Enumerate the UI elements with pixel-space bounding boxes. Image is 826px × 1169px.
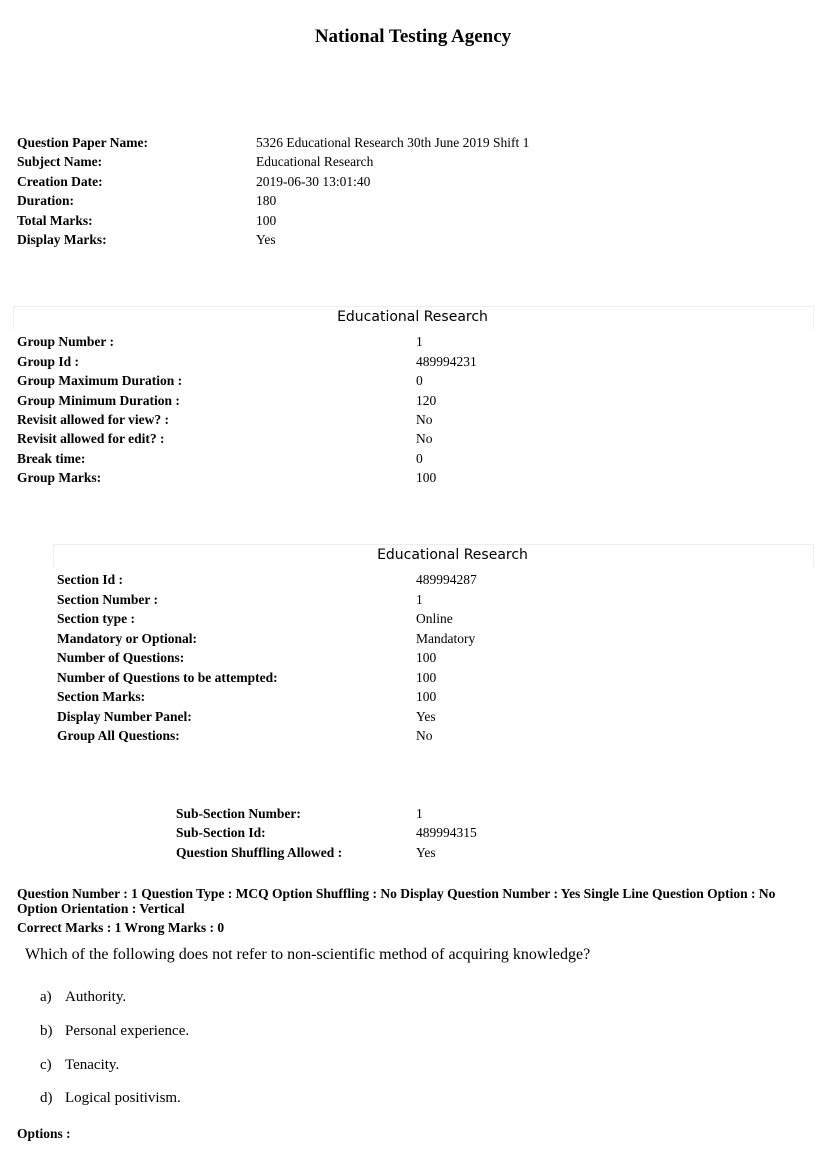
section-value: 100 <box>416 670 437 685</box>
info-label: Display Marks: <box>17 232 107 247</box>
info-label: Total Marks: <box>17 213 93 228</box>
section-label: Number of Questions to be attempted: <box>57 670 278 685</box>
subsection-label: Sub-Section Number: <box>176 806 301 821</box>
group-label: Group Marks: <box>17 470 102 485</box>
option-text: Tenacity. <box>65 1057 120 1073</box>
option-letter: b) <box>40 1023 53 1039</box>
group-value: 120 <box>416 393 437 408</box>
group-value: 1 <box>416 334 423 349</box>
section-value: 1 <box>416 592 423 607</box>
subsection-value: 489994315 <box>416 825 477 840</box>
page-title: National Testing Agency <box>314 26 512 47</box>
section-value: Online <box>416 611 453 626</box>
subsection-label: Question Shuffling Allowed : <box>176 845 343 860</box>
group-label: Group Number : <box>17 334 115 349</box>
subsection-value: 1 <box>416 806 423 821</box>
section-value: No <box>416 728 433 743</box>
option-text: Personal experience. <box>65 1023 190 1039</box>
section-heading: Educational Research <box>377 547 528 563</box>
section-value: 100 <box>416 650 437 665</box>
group-label: Group Minimum Duration : <box>17 393 180 408</box>
subsection-label: Sub-Section Id: <box>176 825 266 840</box>
info-value: Yes <box>256 232 276 247</box>
info-value: 100 <box>256 213 277 228</box>
option-text: Logical positivism. <box>65 1090 181 1106</box>
option-text: Authority. <box>65 989 127 1005</box>
section-label: Number of Questions: <box>57 650 185 665</box>
section-value: 100 <box>416 689 437 704</box>
section-label: Section Number : <box>57 592 158 607</box>
option-b <box>40 1023 189 1040</box>
subsection-value: Yes <box>416 845 436 860</box>
info-value: 5326 Educational Research 30th June 2019 Shift 1 <box>256 135 530 150</box>
info-label: Creation Date: <box>17 174 103 189</box>
group-heading: Educational Research <box>337 309 488 325</box>
section-label: Display Number Panel: <box>57 709 192 724</box>
group-value: 100 <box>416 470 437 485</box>
info-label: Question Paper Name: <box>17 135 148 150</box>
options-label: Options : <box>17 1126 71 1141</box>
option-d <box>40 1090 181 1107</box>
group-label: Revisit allowed for edit? : <box>17 431 165 446</box>
question-text: Which of the following does not refer to non-scientific method of acquiring knowledge? <box>25 946 591 963</box>
section-label: Mandatory or Optional: <box>57 631 198 646</box>
info-value: 2019-06-30 13:01:40 <box>256 174 371 189</box>
info-value: Educational Research <box>256 154 374 169</box>
question-marks: Correct Marks : 1 Wrong Marks : 0 <box>17 920 225 935</box>
info-value: 180 <box>256 193 277 208</box>
section-label: Group All Questions: <box>57 728 180 743</box>
info-label: Subject Name: <box>17 154 103 169</box>
group-label: Revisit allowed for view? : <box>17 412 169 427</box>
group-value: 0 <box>416 373 423 388</box>
section-value: Mandatory <box>416 631 476 646</box>
option-c <box>40 1057 119 1074</box>
group-value: No <box>416 431 433 446</box>
info-label: Duration: <box>17 193 74 208</box>
section-label: Section type : <box>57 611 135 626</box>
section-value: 489994287 <box>416 572 477 587</box>
section-value: Yes <box>416 709 436 724</box>
option-letter: c) <box>40 1057 52 1073</box>
option-letter: d) <box>40 1090 53 1106</box>
group-value: 0 <box>416 451 423 466</box>
section-label: Section Marks: <box>57 689 146 704</box>
group-label: Break time: <box>17 451 86 466</box>
group-label: Group Id : <box>17 354 80 369</box>
question-meta: Question Number : 1 Question Type : MCQ Option Shuffling : No Display Question Number : Yes Single Line Question Option : No Option Orientation : Vertical <box>17 886 776 916</box>
group-value: 489994231 <box>416 354 477 369</box>
section-label: Section Id : <box>57 572 124 587</box>
option-a <box>40 989 126 1006</box>
group-label: Group Maximum Duration : <box>17 373 183 388</box>
group-value: No <box>416 412 433 427</box>
option-letter: a) <box>40 989 52 1005</box>
